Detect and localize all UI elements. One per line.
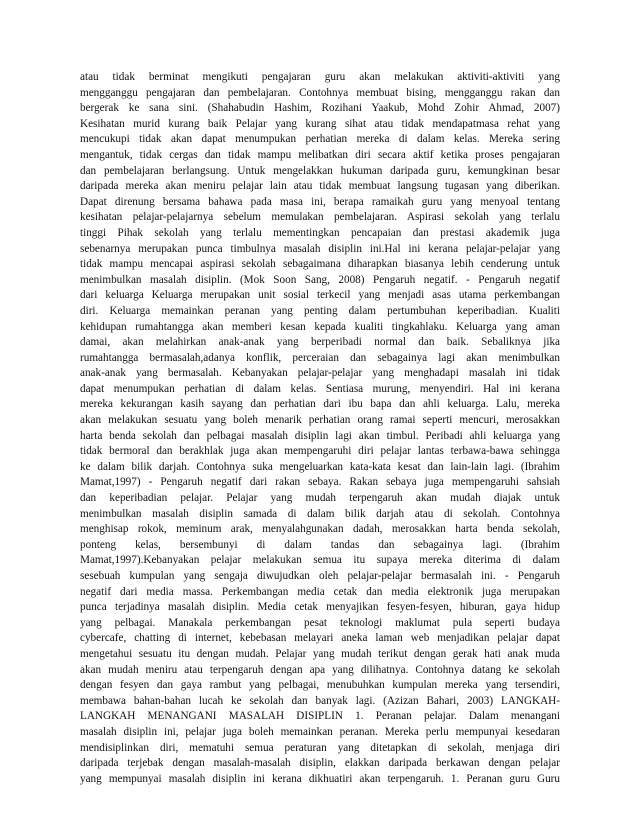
text-line: ke dalam bilik darjah. Contohnya suka mengeluarkan kata-kata kesat dan lain-lain lagi. (Ibrahim — [80, 460, 560, 473]
text-line: mengantuk, tidak cergas dan tidak mampu melibatkan diri secara aktif ketika proses pengajaran — [80, 148, 560, 161]
text-line: Mamat,1997).Kebanyakan pelajar melakukan semua itu supaya mereka diterima di dalam — [80, 554, 560, 567]
text-line: tidak mampu mencapai aspirasi sekolah sebagaimana diharapkan biasanya lebih cenderung untuk — [80, 258, 560, 271]
text-line: harta benda sekolah dan pelbagai masalah disiplin lagi akan timbul. Peribadi ahli keluarga yang — [80, 429, 560, 442]
text-line: akan mudah meniru atau terpengaruh dengan apa yang dilihatnya. Contohnya datang ke sekolah — [80, 663, 560, 676]
text-line: akan melakukan sesuatu yang boleh menarik perhatian orang ramai seperti mencuri, merosakkan — [80, 414, 560, 427]
text-line: LANGKAH MENANGANI MASALAH DISIPLIN 1. Peranan pelajar. Dalam menangani — [80, 710, 560, 723]
text-line: dan keperibadian pelajar. Pelajar yang mudah terpengaruh akan mudah diajak untuk — [80, 492, 560, 505]
text-line: dengan fesyen dan gaya rambut yang pelbagai, menubuhkan kumpulan mereka yang tersendiri, — [80, 679, 560, 692]
text-line: mendisiplinkan diri, mematuhi semua peraturan yang ditetapkan di sekolah, menjaga diri — [80, 741, 560, 754]
text-line: menghisap rokok, meminum arak, menyalahgunakan dadah, merosakkan harta benda sekolah, — [80, 523, 560, 536]
text-line: kehidupan rumahtangga akan memberi kesan kepada kualiti tingkahlaku. Keluarga yang aman — [80, 320, 560, 333]
text-line: rumahtangga bermasalah,adanya konflik, perceraian dan sebagainya lagi akan menimbulkan — [80, 351, 560, 364]
text-line: Kesihatan murid kurang baik Pelajar yang kurang sihat atau tidak mendapatmasa rehat yang — [80, 117, 560, 130]
text-line: yang mempunyai masalah disiplin ini kerana dikhuatiri akan terpengaruh. 1. Peranan guru Guru — [80, 772, 560, 785]
text-line: damai, akan melahirkan anak-anak yang berperibadi normal dan baik. Sebaliknya jika — [80, 336, 560, 349]
text-line: atau tidak berminat mengikuti pengajaran guru akan melakukan aktiviti-aktiviti yang — [80, 71, 560, 83]
text-line: cybercafe, chatting di internet, kebebasan melayari aneka laman web menjadikan pelajar dapat — [80, 632, 560, 645]
text-line: diri. Keluarga memainkan peranan yang penting dalam pertumbuhan keperibadian. Kualiti — [80, 304, 560, 317]
text-line: dari keluarga Keluarga merupakan unit sosial terkecil yang menjadi asas utama perkembangan — [80, 289, 560, 302]
text-line: mencukupi tidak akan dapat menumpukan perhatian mereka di dalam kelas. Mereka sering — [80, 133, 560, 146]
text-line: Dapat direnung bersama bahawa pada masa ini, berapa ramaikah guru yang menyoal tentang — [80, 195, 560, 208]
text-line: Mamat,1997) - Pengaruh negatif dari rakan sebaya. Rakan sebaya juga mempengaruhi sahsiah — [80, 476, 560, 489]
text-line: sesebuah kumpulan yang sengaja diwujudkan oleh pelajar-pelajar bermasalah ini. - Pengaruh — [80, 570, 560, 582]
text-line: membawa bahan-bahan lucah ke sekolah dan banyak lagi. (Azizan Bahari, 2003) LANGKAH- — [80, 694, 560, 707]
text-line: mengetahui sesuatu itu dengan mudah. Pelajar yang mudah terikut dengan gerak hati anak muda — [80, 647, 560, 660]
text-line: daripada terjebak dengan masalah-masalah disiplin, elakkan daripada berkawan dengan pelajar — [80, 757, 560, 770]
text-line: ponteng kelas, bersembunyi di dalam tandas dan sebagainya lagi. (Ibrahim — [80, 538, 560, 551]
text-line: masalah disiplin ini, pelajar juga boleh memainkan peranan. Mereka perlu mempunyai kesedaran — [80, 725, 560, 738]
text-line: tidak bermoral dan berakhlak juga akan mempengaruhi diri pelajar lantas terbawa-bawa sehingga — [80, 445, 560, 458]
text-line: mereka kekurangan kasih sayang dan perhatian dari ibu bapa dan ahli keluarga. Lalu, mereka — [80, 398, 560, 411]
text-line: sebenarnya merupakan punca timbulnya masalah disiplin ini.Hal ini kerana pelajar-pelajar yang — [80, 242, 560, 255]
text-line: dapat menumpukan perhatian di dalam kelas. Sentiasa murung, menyendiri. Hal ini kerana — [80, 382, 560, 395]
text-line: daripada mereka akan meniru pelajar lain atau tidak membuat langsung tugasan yang diberikan. — [80, 180, 560, 193]
text-line: mengganggu pengajaran dan pembelajaran. Contohnya membuat bising, mengganggu rakan dan — [80, 86, 560, 99]
body-text — [80, 70, 560, 787]
text-line: kesihatan pelajar-pelajarnya sebelum memulakan pembelajaran. Aspirasi sekolah yang terlalu — [80, 211, 560, 224]
text-line: menimbulkan masalah disiplin. (Mok Soon Sang, 2008) Pengaruh negatif. - Pengaruh negatif — [80, 273, 560, 286]
text-line: negatif dari media massa. Perkembangan media cetak dan media elektronik juga merupakan — [80, 585, 560, 598]
text-line: menimbulkan masalah disiplin samada di dalam bilik darjah atau di sekolah. Contohnya — [80, 507, 560, 520]
text-line: punca terjadinya masalah disiplin. Media cetak menyajikan fesyen-fesyen, hiburan, gaya hidup — [80, 601, 560, 614]
text-line: yang pelbagai. Manakala perkembangan pesat teknologi maklumat pula seperti budaya — [80, 616, 560, 629]
text-line: dan pembelajaran berlangsung. Untuk mengelakkan hukuman daripada guru, kemungkinan besar — [80, 164, 560, 177]
text-line: tinggi Pihak sekolah yang terlalu mementingkan pencapaian dan prestasi akademik juga — [80, 226, 560, 239]
text-line: bergerak ke sana sini. (Shahabudin Hashim, Rozihani Yaakub, Mohd Zohir Ahmad, 2007) — [80, 102, 560, 115]
text-line: anak-anak yang bermasalah. Kebanyakan pelajar-pelajar yang menghadapi masalah ini tidak — [80, 367, 560, 380]
